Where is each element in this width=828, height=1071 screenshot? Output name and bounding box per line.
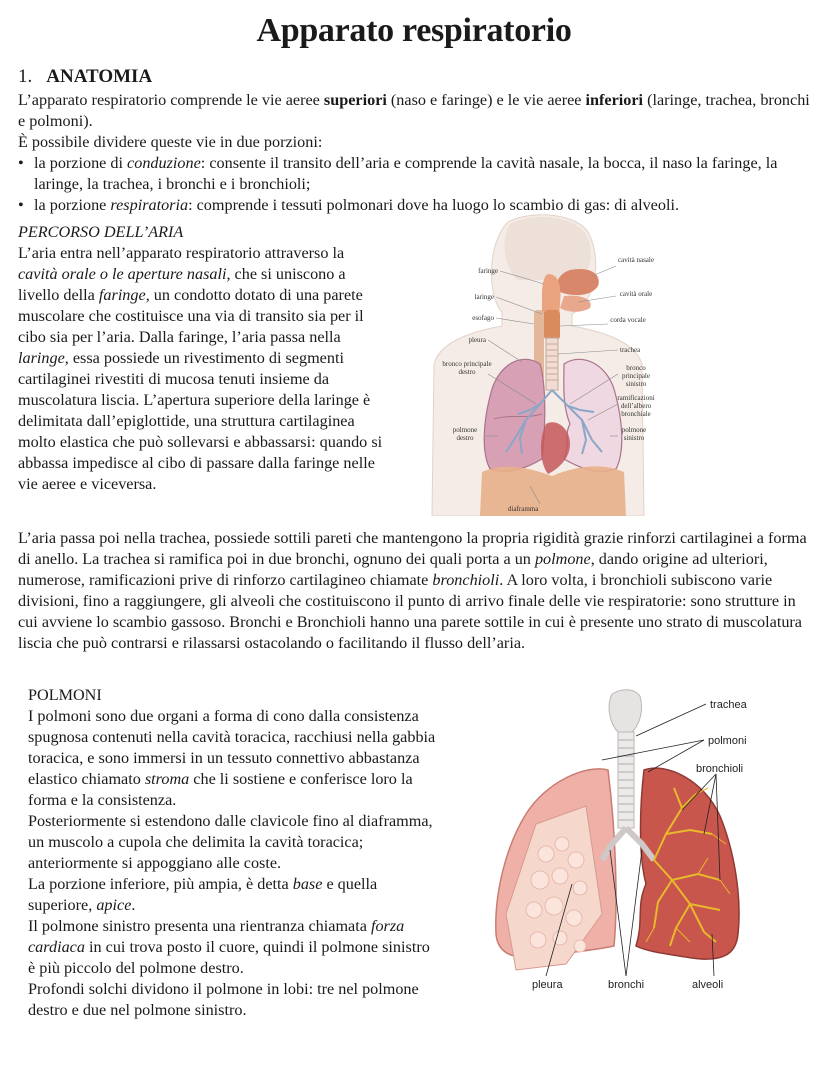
section-number: 1. bbox=[18, 66, 33, 87]
text-run: : comprende i tessuti polmonari dove ha luogo lo scambio di gas: di alveoli. bbox=[188, 196, 680, 214]
text-italic: stroma bbox=[144, 770, 190, 788]
trachea-paragraph bbox=[18, 528, 818, 654]
polmoni-paragraph: Profondi solchi dividono il polmone in lobi: tre nel polmone destro e due nel polmone sinistro. bbox=[28, 980, 419, 1019]
label-laringe: laringe bbox=[474, 293, 494, 301]
text-italic: apice bbox=[96, 896, 132, 914]
text-italic: forza cardiaca bbox=[28, 917, 405, 956]
text-italic: conduzione bbox=[127, 154, 201, 172]
intro-paragraph bbox=[18, 90, 813, 132]
page-title: Apparato respiratorio bbox=[256, 12, 572, 49]
label-bronco-sinistro: bronco principale sinistro bbox=[622, 364, 650, 388]
label-trachea: trachea bbox=[710, 699, 747, 711]
label-alveoli: alveoli bbox=[692, 979, 724, 991]
text-run: che li sostiene e conferisce loro la forma e la consistenza. bbox=[28, 770, 413, 809]
text-bold: superiori bbox=[323, 91, 387, 109]
label-trachea: trachea bbox=[620, 346, 641, 354]
text-italic: bronchioli bbox=[432, 571, 500, 589]
label-faringe: faringe bbox=[478, 267, 498, 275]
text-run: (laringe, trachea, bronchi e polmoni). bbox=[18, 91, 810, 130]
section-title: ANATOMIA bbox=[46, 66, 153, 87]
text-italic: cavità orale o le aperture nasali bbox=[18, 265, 227, 283]
percorso-subtitle: PERCORSO DELL’ARIA bbox=[18, 223, 184, 241]
label-bronco-destro: bronco principale destro bbox=[442, 360, 492, 376]
larynx-cartilage bbox=[609, 690, 641, 732]
label-polmone-destro: polmone destro bbox=[452, 426, 478, 442]
polmoni-paragraph: Posteriormente si estendono dalle clavicole fino al diaframma, un muscolo a cupola che delimita la cavità toracica; anteriormente si appoggiano alle coste. bbox=[28, 812, 433, 872]
text-run: la porzione bbox=[34, 196, 111, 214]
label-cavita-orale: cavità orale bbox=[619, 290, 653, 298]
text-run: L’apparato respiratorio comprende le vie aeree bbox=[18, 91, 324, 109]
label-corda-vocale: corda vocale bbox=[610, 316, 646, 324]
label-pleura: pleura bbox=[468, 336, 486, 344]
text-italic: laringe bbox=[18, 349, 65, 367]
text-run: L’aria passa poi nella trachea, possiede sottili pareti che mantengono la propria rigidità grazie rinforzi cartilaginei a forma di anello. La trachea si ramifica poi in due bronchi, ognuno dei quali porta a un bbox=[18, 529, 807, 568]
bullet-list bbox=[18, 153, 813, 216]
text-run: , che si uniscono a livello della bbox=[18, 265, 346, 304]
text-run: Il polmone sinistro presenta una rientranza chiamata bbox=[28, 917, 371, 935]
text-run: La porzione inferiore, più ampia, è detta bbox=[28, 875, 293, 893]
text-run: : consente il transito dell’aria e comprende la cavità nasale, la bocca, il naso la faringe, la laringe, la trachea, i bronchi e i bronchioli; bbox=[34, 154, 778, 193]
text-bold: inferiori bbox=[585, 91, 644, 109]
label-polmoni: polmoni bbox=[708, 735, 747, 747]
text-run: in cui trova posto il cuore, quindi il polmone sinistro è più piccolo del polmone destro. bbox=[28, 938, 430, 977]
intro-paragraph: È possibile dividere queste vie in due porzioni: bbox=[18, 133, 323, 151]
label-pleura: pleura bbox=[532, 979, 563, 991]
text-italic: polmone bbox=[534, 550, 591, 568]
polmoni-section bbox=[28, 685, 440, 1021]
text-run: . A loro volta, i bronchioli subiscono varie divisioni, fino a raggiungere, gli alveoli che costituiscono il punto di arrivo finale delle vie respiratorie: sono strutture in cui avviene lo scambio gassoso. Bronchi e Bronchioli hanno una parete sottile in cui è presente uno strato di muscolatura liscia che può contrarsi e rilassarsi ostacolando o facilitando il flusso dell’aria. bbox=[18, 571, 802, 652]
text-italic: faringe bbox=[98, 286, 146, 304]
text-run: , dando origine ad ulteriori, numerose, ramificazioni prive di rinforzo cartilagineo chiamate bbox=[18, 550, 768, 589]
text-run: e quella superiore, bbox=[28, 875, 378, 914]
label-ramificazioni: ramificazioni dell’albero bronchiale bbox=[617, 394, 655, 418]
text-italic: respiratoria bbox=[110, 196, 189, 214]
polmoni-paragraph bbox=[28, 916, 440, 979]
text-run: I polmoni sono due organi a forma di cono dalla consistenza spugnosa contenuti nella cavità toracica, racchiusi nella gabbia toracica, e sono immersi in un tessuto connettivo abbastanza elastico chiamato bbox=[28, 707, 436, 788]
larynx bbox=[544, 310, 560, 340]
trachea bbox=[546, 338, 558, 390]
label-polmone-sinistro: polmone sinistro bbox=[621, 426, 647, 442]
label-esofago: esofago bbox=[472, 314, 494, 322]
polmoni-paragraph bbox=[28, 874, 440, 916]
respiratory-system-illustration bbox=[430, 214, 658, 516]
section-heading bbox=[18, 66, 152, 88]
intro-text bbox=[18, 90, 813, 216]
text-run: (naso e faringe) e le vie aeree bbox=[386, 91, 586, 109]
text-run: la porzione di bbox=[34, 154, 128, 172]
lungs-illustration bbox=[476, 684, 776, 996]
label-bronchi: bronchi bbox=[608, 979, 645, 991]
left-lung bbox=[636, 768, 739, 959]
percorso-section bbox=[18, 222, 383, 495]
percorso-paragraph bbox=[18, 243, 383, 495]
list-item bbox=[18, 153, 813, 195]
label-bronchioli: bronchioli bbox=[696, 763, 744, 775]
text-run: . bbox=[131, 896, 136, 914]
text-italic: base bbox=[292, 875, 323, 893]
list-item bbox=[18, 195, 813, 216]
label-cavita-nasale: cavità nasale bbox=[618, 256, 654, 264]
text-run: , un condotto dotato di una parete muscolare che costituisce una via di transito sia per il cibo sia per l’aria. Dalla faringe, l’aria passa nella bbox=[18, 286, 364, 346]
text-run: , essa possiede un rivestimento di segmenti cartilaginei rivestiti di mucosa tenuti insieme da muscolatura liscia. L’apertura superiore della laringe è delimitata dall’epiglottide, una struttura cartilaginea molto elastica che può sollevarsi e abbassarsi: quando si abbassa impedisce al cibo di passare dalla faringe nelle vie aeree e viceversa. bbox=[18, 349, 383, 493]
text-run: L’aria entra nell’apparato respiratorio attraverso la bbox=[18, 244, 345, 262]
polmoni-heading: POLMONI bbox=[28, 686, 102, 704]
label-diaframma: diaframma bbox=[508, 505, 539, 513]
polmoni-paragraph bbox=[28, 706, 440, 811]
